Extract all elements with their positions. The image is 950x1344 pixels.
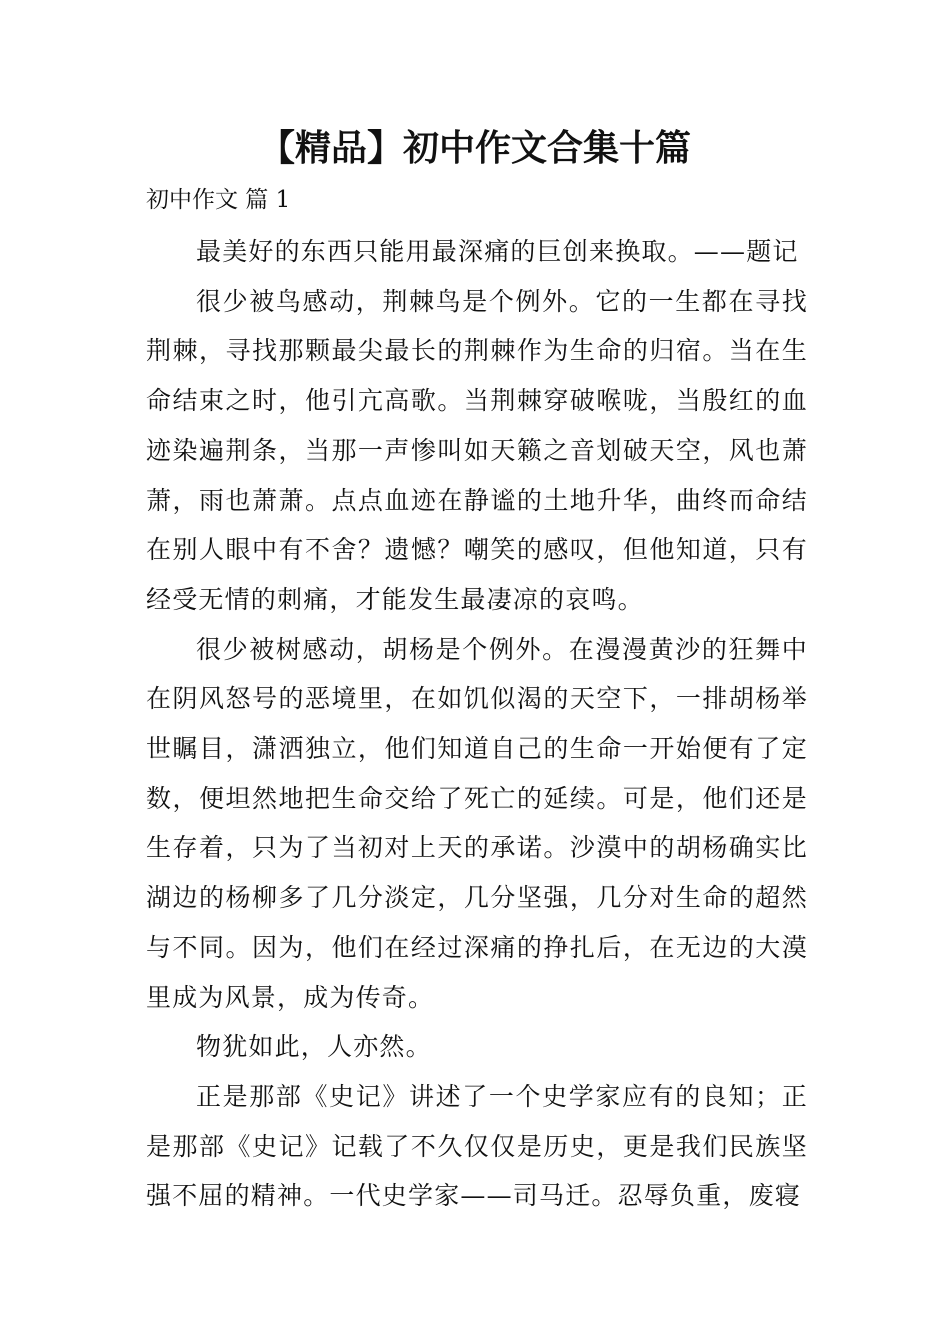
body-paragraph: 物犹如此，人亦然。 [196,1032,432,1062]
body-paragraph: 很少被树感动，胡杨是个例外。在漫漫黄沙的狂舞中在阴风怒号的恶境里，在如饥似渴的天空下，一排胡杨举世瞩目，潇洒独立，他们知道自己的生命一开始便有了定数，便坦然地把生命交给了死亡的延续。可是，他们还是生存着，只为了当初对上天的承诺。沙漠中的胡杨确实比湖边的杨柳多了几分淡定，几分坚强，几分对生命的超然与不同。因为，他们在经过深痛的挣扎后，在无边的大漠里成为风景，成为传奇。 [146,634,808,1012]
epigraph-paragraph: 最美好的东西只能用最深痛的巨创来换取。——题记 [196,237,799,266]
section-heading: 初中作文 篇 1 [146,187,291,213]
document-title: 【精品】初中作文合集十篇 [258,128,691,169]
body-paragraph: 很少被鸟感动，荆棘鸟是个例外。它的一生都在寻找荆棘，寻找那颗最尖最长的荆棘作为生命的归宿。当在生命结束之时，他引亢高歌。当荆棘穿破喉咙，当殷红的血迹染遍荆条，当那一声惨叫如天籁之音划破天空，风也萧萧，雨也萧萧。点点血迹在静谧的土地升华，曲终而命结在别人眼中有不舍？遗憾？嘲笑的感叹，但他知道，只有经受无情的刺痛，才能发生最凄凉的哀鸣。 [146,286,808,614]
body-paragraph: 正是那部《史记》讲述了一个史学家应有的良知；正是那部《史记》记载了不久仅仅是历史，更是我们民族坚强不屈的精神。一代史学家——司马迁。忍辱负重，废寝 [146,1081,808,1211]
document-body [146,227,808,1221]
